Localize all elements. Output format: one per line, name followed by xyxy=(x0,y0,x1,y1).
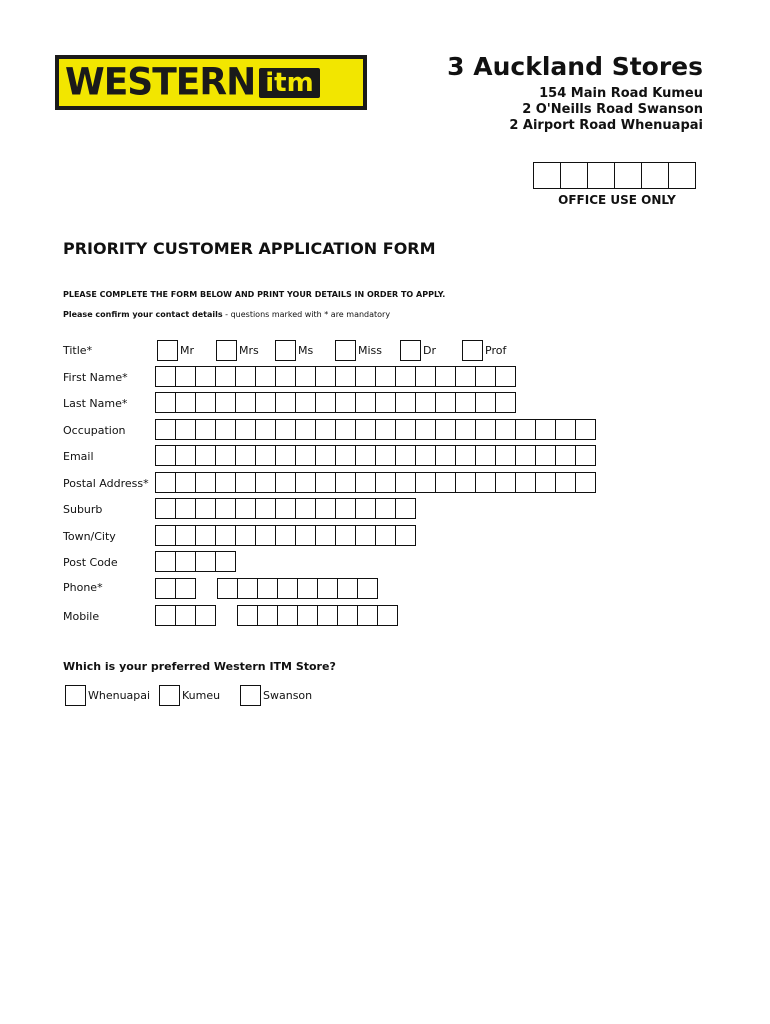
email-box[interactable] xyxy=(475,445,496,466)
office-use-boxes xyxy=(533,162,696,189)
last-name-box[interactable] xyxy=(335,392,356,413)
last-name-box[interactable] xyxy=(275,392,296,413)
mobile-number-box[interactable] xyxy=(377,605,398,626)
last-name-box[interactable] xyxy=(495,392,516,413)
last-name-box[interactable] xyxy=(415,392,436,413)
email-box[interactable] xyxy=(555,445,576,466)
postal-address-box[interactable] xyxy=(495,472,516,493)
title-option-label: Mrs xyxy=(239,344,259,357)
mobile-label: Mobile xyxy=(63,610,100,623)
occupation-box[interactable] xyxy=(455,419,476,440)
last-name-box[interactable] xyxy=(395,392,416,413)
first-name-box[interactable] xyxy=(195,366,216,387)
mandatory-note-text: - questions marked with * are mandatory xyxy=(222,310,391,319)
phone-area-code-boxes[interactable] xyxy=(155,578,196,599)
western-itm-logo xyxy=(55,55,367,110)
suburb-box[interactable] xyxy=(175,498,196,519)
suburb-box[interactable] xyxy=(155,498,176,519)
first-name-box[interactable] xyxy=(395,366,416,387)
title-checkbox[interactable] xyxy=(462,340,483,361)
suburb-label: Suburb xyxy=(63,503,103,516)
town-city-box[interactable] xyxy=(235,525,256,546)
first-name-box[interactable] xyxy=(155,366,176,387)
last-name-box[interactable] xyxy=(255,392,276,413)
email-box[interactable] xyxy=(515,445,536,466)
postal-address-box[interactable] xyxy=(455,472,476,493)
occupation-box[interactable] xyxy=(555,419,576,440)
town-city-box[interactable] xyxy=(255,525,276,546)
occupation-box[interactable] xyxy=(515,419,536,440)
email-box[interactable] xyxy=(355,445,376,466)
postal-address-box[interactable] xyxy=(275,472,296,493)
postal-address-label: Postal Address* xyxy=(63,477,149,490)
suburb-box[interactable] xyxy=(395,498,416,519)
postal-address-box[interactable] xyxy=(355,472,376,493)
title-option-label: Dr xyxy=(423,344,436,357)
store-address-whenuapai: 2 Airport Road Whenuapai xyxy=(509,118,703,133)
last-name-box[interactable] xyxy=(455,392,476,413)
email-box[interactable] xyxy=(175,445,196,466)
email-box[interactable] xyxy=(215,445,236,466)
title-checkbox[interactable] xyxy=(335,340,356,361)
town-city-box[interactable] xyxy=(355,525,376,546)
office-use-label: OFFICE USE ONLY xyxy=(558,193,676,207)
logo-itm-badge: itm xyxy=(259,68,319,98)
postal-address-input-boxes[interactable] xyxy=(155,472,596,493)
store-option-swanson[interactable] xyxy=(238,685,312,706)
town-city-box[interactable] xyxy=(215,525,236,546)
last-name-box[interactable] xyxy=(175,392,196,413)
title-option-label: Ms xyxy=(298,344,314,357)
first-name-box[interactable] xyxy=(175,366,196,387)
postal-address-box[interactable] xyxy=(255,472,276,493)
first-name-box[interactable] xyxy=(255,366,276,387)
email-box[interactable] xyxy=(455,445,476,466)
occupation-box[interactable] xyxy=(395,419,416,440)
stores-title: 3 Auckland Stores xyxy=(447,52,703,81)
suburb-box[interactable] xyxy=(195,498,216,519)
last-name-label: Last Name* xyxy=(63,397,128,410)
last-name-box[interactable] xyxy=(475,392,496,413)
suburb-box[interactable] xyxy=(235,498,256,519)
store-address-kumeu: 154 Main Road Kumeu xyxy=(539,86,703,101)
first-name-box[interactable] xyxy=(375,366,396,387)
mobile-number-box[interactable] xyxy=(337,605,358,626)
post-code-box[interactable] xyxy=(155,551,176,572)
first-name-box[interactable] xyxy=(435,366,456,387)
town-city-box[interactable] xyxy=(315,525,336,546)
postal-address-box[interactable] xyxy=(215,472,236,493)
postal-address-box[interactable] xyxy=(515,472,536,493)
email-label: Email xyxy=(63,450,94,463)
first-name-box[interactable] xyxy=(475,366,496,387)
postal-address-box[interactable] xyxy=(375,472,396,493)
mobile-number-box[interactable] xyxy=(277,605,298,626)
mandatory-note xyxy=(63,310,390,319)
town-city-box[interactable] xyxy=(275,525,296,546)
title-option-miss[interactable] xyxy=(333,340,382,361)
occupation-box[interactable] xyxy=(355,419,376,440)
town-city-box[interactable] xyxy=(395,525,416,546)
suburb-box[interactable] xyxy=(275,498,296,519)
mobile-prefix-box[interactable] xyxy=(175,605,196,626)
email-box[interactable] xyxy=(295,445,316,466)
postal-address-box[interactable] xyxy=(575,472,596,493)
store-checkbox[interactable] xyxy=(159,685,180,706)
phone-area-code-box[interactable] xyxy=(155,578,176,599)
first-name-box[interactable] xyxy=(415,366,436,387)
title-option-dr[interactable] xyxy=(398,340,436,361)
occupation-box[interactable] xyxy=(435,419,456,440)
post-code-box[interactable] xyxy=(215,551,236,572)
first-name-label: First Name* xyxy=(63,371,128,384)
occupation-box[interactable] xyxy=(375,419,396,440)
office-use-box xyxy=(668,162,696,189)
title-checkbox[interactable] xyxy=(400,340,421,361)
office-use-box xyxy=(533,162,561,189)
phone-number-box[interactable] xyxy=(297,578,318,599)
town-city-input-boxes[interactable] xyxy=(155,525,416,546)
suburb-input-boxes[interactable] xyxy=(155,498,416,519)
postal-address-box[interactable] xyxy=(395,472,416,493)
store-checkbox[interactable] xyxy=(65,685,86,706)
mobile-number-box[interactable] xyxy=(257,605,278,626)
last-name-box[interactable] xyxy=(155,392,176,413)
email-box[interactable] xyxy=(375,445,396,466)
town-city-box[interactable] xyxy=(155,525,176,546)
occupation-box[interactable] xyxy=(335,419,356,440)
mobile-prefix-box[interactable] xyxy=(155,605,176,626)
store-address-swanson: 2 O'Neills Road Swanson xyxy=(522,102,703,117)
last-name-box[interactable] xyxy=(295,392,316,413)
email-box[interactable] xyxy=(195,445,216,466)
first-name-box[interactable] xyxy=(275,366,296,387)
title-option-label: Prof xyxy=(485,344,507,357)
email-box[interactable] xyxy=(435,445,456,466)
office-use-box xyxy=(560,162,588,189)
postal-address-box[interactable] xyxy=(415,472,436,493)
postal-address-box[interactable] xyxy=(315,472,336,493)
phone-number-box[interactable] xyxy=(217,578,238,599)
email-input-boxes[interactable] xyxy=(155,445,596,466)
occupation-box[interactable] xyxy=(155,419,176,440)
first-name-box[interactable] xyxy=(315,366,336,387)
store-checkbox[interactable] xyxy=(240,685,261,706)
first-name-box[interactable] xyxy=(335,366,356,387)
suburb-box[interactable] xyxy=(355,498,376,519)
mobile-number-boxes[interactable] xyxy=(237,605,398,626)
occupation-box[interactable] xyxy=(575,419,596,440)
email-box[interactable] xyxy=(415,445,436,466)
last-name-box[interactable] xyxy=(215,392,236,413)
postal-address-box[interactable] xyxy=(175,472,196,493)
first-name-input-boxes[interactable] xyxy=(155,366,516,387)
occupation-box[interactable] xyxy=(475,419,496,440)
phone-area-code-box[interactable] xyxy=(175,578,196,599)
phone-number-box[interactable] xyxy=(277,578,298,599)
suburb-box[interactable] xyxy=(295,498,316,519)
occupation-box[interactable] xyxy=(175,419,196,440)
first-name-box[interactable] xyxy=(495,366,516,387)
mobile-prefix-boxes[interactable] xyxy=(155,605,216,626)
first-name-box[interactable] xyxy=(235,366,256,387)
title-option-prof[interactable] xyxy=(460,340,506,361)
form-instruction: PLEASE COMPLETE THE FORM BELOW AND PRINT YOUR DETAILS IN ORDER TO APPLY. xyxy=(63,290,446,299)
postal-address-box[interactable] xyxy=(155,472,176,493)
store-option-label: Whenuapai xyxy=(88,689,151,702)
title-option-mr[interactable] xyxy=(155,340,194,361)
mandatory-note-emphasis: Please confirm your contact details xyxy=(63,310,223,319)
title-label: Title* xyxy=(63,344,93,357)
occupation-box[interactable] xyxy=(255,419,276,440)
last-name-box[interactable] xyxy=(435,392,456,413)
store-option-label: Swanson xyxy=(263,689,313,702)
office-use-box xyxy=(614,162,642,189)
title-option-label: Miss xyxy=(358,344,383,357)
mobile-number-box[interactable] xyxy=(357,605,378,626)
post-code-box[interactable] xyxy=(195,551,216,572)
postal-address-box[interactable] xyxy=(475,472,496,493)
last-name-box[interactable] xyxy=(235,392,256,413)
last-name-box[interactable] xyxy=(195,392,216,413)
phone-number-boxes[interactable] xyxy=(217,578,378,599)
store-option-whenuapai[interactable] xyxy=(63,685,150,706)
occupation-box[interactable] xyxy=(315,419,336,440)
town-city-box[interactable] xyxy=(295,525,316,546)
postal-address-box[interactable] xyxy=(295,472,316,493)
post-code-input-boxes[interactable] xyxy=(155,551,236,572)
mobile-prefix-box[interactable] xyxy=(195,605,216,626)
occupation-box[interactable] xyxy=(215,419,236,440)
email-box[interactable] xyxy=(395,445,416,466)
email-box[interactable] xyxy=(335,445,356,466)
suburb-box[interactable] xyxy=(375,498,396,519)
occupation-box[interactable] xyxy=(295,419,316,440)
first-name-box[interactable] xyxy=(455,366,476,387)
postal-address-box[interactable] xyxy=(555,472,576,493)
post-code-box[interactable] xyxy=(175,551,196,572)
occupation-box[interactable] xyxy=(415,419,436,440)
phone-number-box[interactable] xyxy=(337,578,358,599)
suburb-box[interactable] xyxy=(335,498,356,519)
last-name-box[interactable] xyxy=(375,392,396,413)
title-option-mrs[interactable] xyxy=(214,340,259,361)
office-use-box xyxy=(641,162,669,189)
email-box[interactable] xyxy=(535,445,556,466)
title-checkbox[interactable] xyxy=(216,340,237,361)
postal-address-box[interactable] xyxy=(335,472,356,493)
occupation-box[interactable] xyxy=(235,419,256,440)
first-name-box[interactable] xyxy=(295,366,316,387)
store-preference-question: Which is your preferred Western ITM Store? xyxy=(63,660,336,673)
first-name-box[interactable] xyxy=(355,366,376,387)
town-city-box[interactable] xyxy=(375,525,396,546)
office-use-box xyxy=(587,162,615,189)
postal-address-box[interactable] xyxy=(535,472,556,493)
email-box[interactable] xyxy=(575,445,596,466)
phone-number-box[interactable] xyxy=(317,578,338,599)
first-name-box[interactable] xyxy=(215,366,236,387)
phone-number-box[interactable] xyxy=(257,578,278,599)
title-option-ms[interactable] xyxy=(273,340,313,361)
email-box[interactable] xyxy=(275,445,296,466)
mobile-number-box[interactable] xyxy=(297,605,318,626)
title-checkbox[interactable] xyxy=(157,340,178,361)
occupation-box[interactable] xyxy=(275,419,296,440)
logo-wordmark: WESTERN xyxy=(65,60,256,104)
suburb-box[interactable] xyxy=(315,498,336,519)
occupation-input-boxes[interactable] xyxy=(155,419,596,440)
postal-address-box[interactable] xyxy=(435,472,456,493)
postal-address-box[interactable] xyxy=(235,472,256,493)
phone-number-box[interactable] xyxy=(237,578,258,599)
form-title: PRIORITY CUSTOMER APPLICATION FORM xyxy=(63,239,436,258)
suburb-box[interactable] xyxy=(215,498,236,519)
last-name-input-boxes[interactable] xyxy=(155,392,516,413)
mobile-number-box[interactable] xyxy=(317,605,338,626)
occupation-box[interactable] xyxy=(495,419,516,440)
town-city-box[interactable] xyxy=(335,525,356,546)
town-city-box[interactable] xyxy=(175,525,196,546)
occupation-label: Occupation xyxy=(63,424,126,437)
phone-label: Phone* xyxy=(63,581,103,594)
mobile-number-box[interactable] xyxy=(237,605,258,626)
last-name-box[interactable] xyxy=(355,392,376,413)
title-checkbox[interactable] xyxy=(275,340,296,361)
email-box[interactable] xyxy=(315,445,336,466)
store-option-kumeu[interactable] xyxy=(157,685,220,706)
postal-address-box[interactable] xyxy=(195,472,216,493)
suburb-box[interactable] xyxy=(255,498,276,519)
town-city-label: Town/City xyxy=(63,530,116,543)
email-box[interactable] xyxy=(235,445,256,466)
email-box[interactable] xyxy=(255,445,276,466)
post-code-label: Post Code xyxy=(63,556,118,569)
store-option-label: Kumeu xyxy=(182,689,221,702)
occupation-box[interactable] xyxy=(195,419,216,440)
town-city-box[interactable] xyxy=(195,525,216,546)
title-option-label: Mr xyxy=(180,344,195,357)
email-box[interactable] xyxy=(155,445,176,466)
email-box[interactable] xyxy=(495,445,516,466)
phone-number-box[interactable] xyxy=(357,578,378,599)
last-name-box[interactable] xyxy=(315,392,336,413)
occupation-box[interactable] xyxy=(535,419,556,440)
